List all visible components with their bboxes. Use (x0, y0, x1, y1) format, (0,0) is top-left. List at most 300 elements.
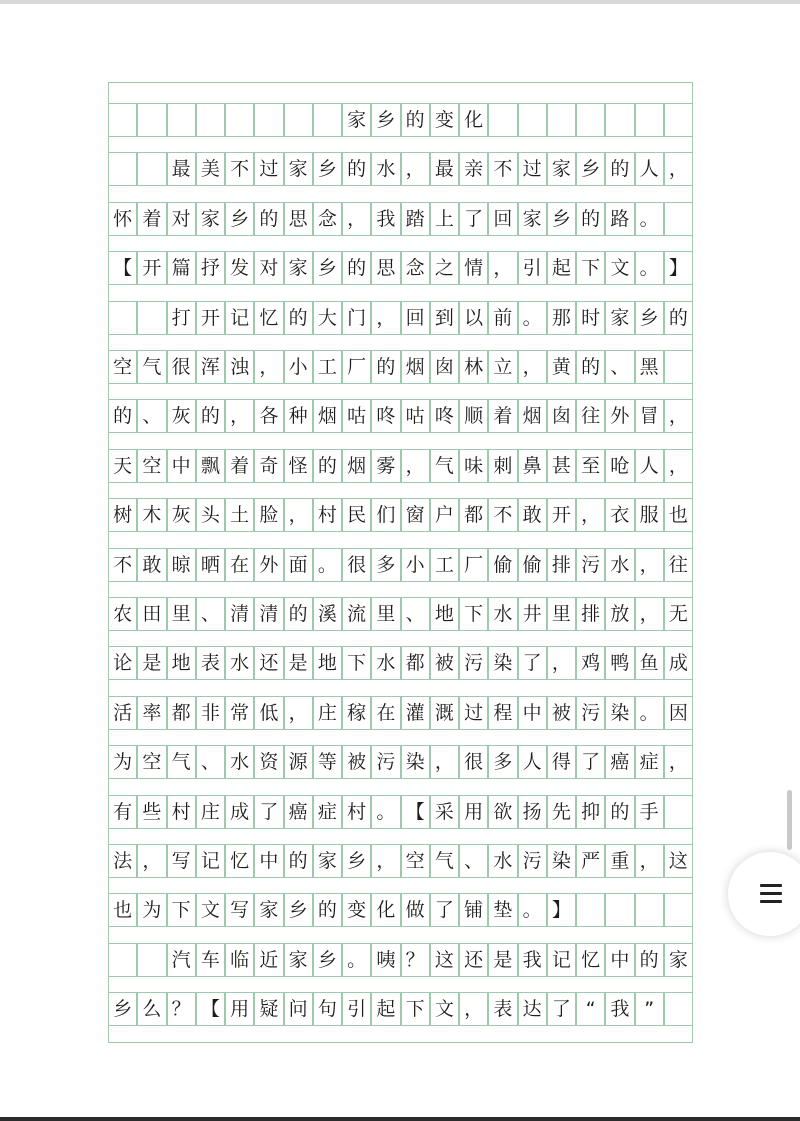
grid-cell (635, 893, 664, 927)
grid-cell: 】 (664, 251, 693, 285)
grid-cell: 疑 (254, 992, 283, 1026)
grid-cell: 不 (488, 498, 517, 532)
row-gap (108, 186, 693, 201)
grid-cell (313, 103, 342, 137)
grid-cell: 头 (196, 498, 225, 532)
grid-cell: 工 (430, 548, 459, 582)
grid-cell (664, 893, 693, 927)
grid-cell: 、 (196, 745, 225, 779)
grid-cell: 法 (108, 844, 137, 878)
grid-cell: 为 (137, 893, 166, 927)
grid-cell: 很 (342, 548, 371, 582)
grid-cell: 、 (137, 399, 166, 433)
grid-cell: 染 (605, 696, 634, 730)
grid-cell: 。 (518, 893, 547, 927)
grid-cell: 的 (284, 301, 313, 335)
grid-cell: 空 (137, 449, 166, 483)
grid-cell (664, 202, 693, 236)
grid-cell (664, 795, 693, 829)
grid-cell: 最 (167, 152, 196, 186)
grid-cell: 晾 (167, 548, 196, 582)
grid-cell: 成 (225, 795, 254, 829)
grid-cell (518, 103, 547, 137)
grid-cell: 过 (518, 152, 547, 186)
grid-cell: 气 (430, 449, 459, 483)
grid-cell: ， (635, 844, 664, 878)
grid-cell: 咚 (430, 399, 459, 433)
grid-cell: 临 (225, 943, 254, 977)
grid-cell: 下 (167, 893, 196, 927)
grid-cell: 多 (371, 548, 400, 582)
grid-cell (108, 301, 137, 335)
grid-cell: 用 (225, 992, 254, 1026)
text-row (108, 795, 693, 829)
grid-cell: 表 (196, 646, 225, 680)
grid-cell: 的 (371, 350, 400, 384)
grid-cell: 流 (342, 597, 371, 631)
grid-cell: 非 (196, 696, 225, 730)
grid-cell (196, 103, 225, 137)
grid-cell: ？ (401, 943, 430, 977)
grid-cell: 达 (518, 992, 547, 1026)
grid-cell (576, 103, 605, 137)
grid-cell: 因 (664, 696, 693, 730)
grid-cell: 气 (430, 844, 459, 878)
text-row (108, 597, 693, 631)
grid-cell: 的 (576, 202, 605, 236)
grid-cell: 记 (196, 844, 225, 878)
grid-cell: 清 (225, 597, 254, 631)
grid-cell: 村 (167, 795, 196, 829)
grid-cell: ， (664, 399, 693, 433)
row-gap (108, 137, 693, 152)
grid-cell: 不 (488, 152, 517, 186)
grid-cell: 浑 (196, 350, 225, 384)
grid-cell: 排 (547, 548, 576, 582)
grid-cell: 们 (371, 498, 400, 532)
grid-cell: 乡 (576, 152, 605, 186)
grid-cell: 溉 (430, 696, 459, 730)
grid-cell: 鼻 (518, 449, 547, 483)
grid-cell: 文 (605, 251, 634, 285)
grid-cell: 下 (576, 251, 605, 285)
grid-cell: 念 (401, 251, 430, 285)
row-gap (108, 977, 693, 992)
grid-cell: 了 (576, 745, 605, 779)
grid-cell: 大 (313, 301, 342, 335)
grid-cell: 各 (254, 399, 283, 433)
grid-cell: 咕 (342, 399, 371, 433)
grid-cell: 乡 (313, 943, 342, 977)
grid-cell: 的 (664, 301, 693, 335)
grid-cell: 车 (196, 943, 225, 977)
grid-cell (167, 103, 196, 137)
grid-cell: 乡 (635, 301, 664, 335)
text-row (108, 745, 693, 779)
grid-cell: 污 (371, 745, 400, 779)
grid-cell: 些 (137, 795, 166, 829)
grid-cell: 晒 (196, 548, 225, 582)
grid-cell: 篇 (167, 251, 196, 285)
grid-cell: 家 (547, 152, 576, 186)
grid-cell: ， (635, 548, 664, 582)
grid-cell: 家 (254, 893, 283, 927)
grid-cell: 下 (401, 992, 430, 1026)
grid-cell: 奇 (254, 449, 283, 483)
grid-cell: 咕 (401, 399, 430, 433)
grid-cell: ， (430, 745, 459, 779)
grid-cell: 怀 (108, 202, 137, 236)
grid-cell: 过 (254, 152, 283, 186)
grid-cell: 偷 (518, 548, 547, 582)
grid-cell: 清 (254, 597, 283, 631)
grid-cell: 。 (371, 795, 400, 829)
floating-menu-button[interactable] (728, 852, 800, 936)
grid-cell: 、 (605, 350, 634, 384)
text-row (108, 893, 693, 927)
grid-cell (137, 943, 166, 977)
grid-cell: 厂 (459, 548, 488, 582)
grid-cell: 外 (254, 548, 283, 582)
grid-cell: 土 (225, 498, 254, 532)
grid-cell: 了 (459, 202, 488, 236)
grid-cell: 黑 (635, 350, 664, 384)
grid-cell: 癌 (284, 795, 313, 829)
grid-cell: 是 (137, 646, 166, 680)
grid-cell: 井 (518, 597, 547, 631)
grid-cell: 烟 (313, 399, 342, 433)
grid-cell: 里 (547, 597, 576, 631)
grid-cell: 都 (167, 696, 196, 730)
grid-cell: 往 (576, 399, 605, 433)
grid-cell: 外 (605, 399, 634, 433)
grid-cell: 水 (371, 646, 400, 680)
grid-cell: 家 (284, 943, 313, 977)
grid-cell: 成 (664, 646, 693, 680)
grid-cell: 很 (167, 350, 196, 384)
grid-cell (137, 301, 166, 335)
grid-cell: 脸 (254, 498, 283, 532)
grid-cell: 稼 (342, 696, 371, 730)
grid-cell: 不 (225, 152, 254, 186)
grid-cell: 树 (108, 498, 137, 532)
grid-cell: 立 (488, 350, 517, 384)
grid-cell: 癌 (605, 745, 634, 779)
grid-cell: 染 (547, 844, 576, 878)
grid-cell: 症 (313, 795, 342, 829)
row-gap (108, 878, 693, 893)
grid-cell (284, 103, 313, 137)
grid-cell: 的 (254, 202, 283, 236)
grid-cell: 着 (137, 202, 166, 236)
grid-cell (635, 103, 664, 137)
grid-cell: 化 (459, 103, 488, 137)
grid-cell: 的 (313, 893, 342, 927)
grid-cell: 浊 (225, 350, 254, 384)
grid-cell: 中 (167, 449, 196, 483)
grid-cell: 对 (254, 251, 283, 285)
grid-cell: 扬 (518, 795, 547, 829)
grid-cell: ” (635, 992, 664, 1026)
grid-cell: 至 (576, 449, 605, 483)
grid-cell: 】 (547, 893, 576, 927)
grid-cell: ， (664, 449, 693, 483)
grid-cell: 灰 (167, 498, 196, 532)
grid-cell (605, 893, 634, 927)
grid-cell: 忆 (576, 943, 605, 977)
grid-cell (664, 103, 693, 137)
grid-cell: 的 (108, 399, 137, 433)
grid-cell: 乡 (108, 992, 137, 1026)
grid-cell: 近 (254, 943, 283, 977)
grid-cell: 偷 (488, 548, 517, 582)
grid-cell: 发 (225, 251, 254, 285)
grid-cell: 的 (342, 152, 371, 186)
grid-cell: 敢 (518, 498, 547, 532)
grid-cell: 乡 (225, 202, 254, 236)
grid-cell: 思 (284, 202, 313, 236)
grid-cell: 。 (635, 696, 664, 730)
grid-cell: 等 (313, 745, 342, 779)
grid-cell: 往 (664, 548, 693, 582)
grid-cell: 打 (167, 301, 196, 335)
text-row (108, 350, 693, 384)
grid-cell: 小 (401, 548, 430, 582)
grid-cell: 的 (401, 103, 430, 137)
text-row (108, 548, 693, 582)
grid-cell: 严 (576, 844, 605, 878)
grid-cell: 开 (547, 498, 576, 532)
grid-cell: 抒 (196, 251, 225, 285)
grid-cell: 染 (488, 646, 517, 680)
grid-cell: 我 (371, 202, 400, 236)
grid-cell: 采 (430, 795, 459, 829)
grid-cell: 到 (430, 301, 459, 335)
grid-cell: 最 (430, 152, 459, 186)
grid-cell: 开 (137, 251, 166, 285)
grid-cell: 记 (225, 301, 254, 335)
row-gap (108, 285, 693, 300)
text-row (108, 301, 693, 335)
grid-cell: 小 (284, 350, 313, 384)
grid-cell: 染 (401, 745, 430, 779)
grid-cell (137, 103, 166, 137)
grid-cell: 庄 (196, 795, 225, 829)
scrollbar-thumb[interactable] (787, 790, 792, 850)
grid-cell: 、 (459, 844, 488, 878)
grid-cell: 水 (225, 646, 254, 680)
grid-cell: 家 (284, 152, 313, 186)
grid-cell: 之 (430, 251, 459, 285)
grid-cell: 家 (284, 251, 313, 285)
grid-cell: ， (137, 844, 166, 878)
grid-cell: 囱 (430, 350, 459, 384)
grid-cell: 地 (167, 646, 196, 680)
grid-cell: 家 (518, 202, 547, 236)
row-gap (108, 532, 693, 547)
grid-cell: 么 (137, 992, 166, 1026)
text-row (108, 696, 693, 730)
grid-cell: 鱼 (635, 646, 664, 680)
grid-cell: 【 (196, 992, 225, 1026)
grid-cell: 开 (196, 301, 225, 335)
row-gap (108, 829, 693, 844)
grid-cell: 的 (196, 399, 225, 433)
grid-cell: 家 (313, 844, 342, 878)
text-row (108, 202, 693, 236)
grid-cell: 门 (342, 301, 371, 335)
row-gap (108, 779, 693, 794)
grid-cell: 。 (313, 548, 342, 582)
grid-cell: 以 (459, 301, 488, 335)
grid-cell: 、 (196, 597, 225, 631)
grid-cell: 、 (401, 597, 430, 631)
grid-cell: 的 (284, 844, 313, 878)
grid-cell: 句 (313, 992, 342, 1026)
grid-cell: ， (254, 350, 283, 384)
grid-cell: ？ (167, 992, 196, 1026)
grid-cell: 为 (108, 745, 137, 779)
grid-cell: 时 (576, 301, 605, 335)
grid-cell: 忆 (254, 301, 283, 335)
grid-cell: 呛 (605, 449, 634, 483)
grid-cell: 还 (254, 646, 283, 680)
grid-cell: 这 (664, 844, 693, 878)
grid-cell: 了 (430, 893, 459, 927)
grid-cell: 田 (137, 597, 166, 631)
grid-cell: 家 (605, 301, 634, 335)
grid-cell: 的 (635, 943, 664, 977)
grid-cell: 资 (254, 745, 283, 779)
text-row (108, 449, 693, 483)
grid-cell: 鸡 (576, 646, 605, 680)
grid-cell: 在 (371, 696, 400, 730)
grid-cell: 也 (108, 893, 137, 927)
grid-cell: 被 (342, 745, 371, 779)
grid-cell: 活 (108, 696, 137, 730)
grid-cell: ， (284, 498, 313, 532)
grid-cell: ， (635, 597, 664, 631)
grid-cell: 文 (430, 992, 459, 1026)
grid-cell: 乡 (547, 202, 576, 236)
grid-cell: 上 (430, 202, 459, 236)
grid-cell: 污 (576, 548, 605, 582)
grid-cell: ， (284, 696, 313, 730)
grid-cell (108, 103, 137, 137)
grid-cell: 窗 (401, 498, 430, 532)
grid-cell: 先 (547, 795, 576, 829)
grid-cell: 囱 (547, 399, 576, 433)
grid-cell: ， (371, 301, 400, 335)
grid-cell: 中 (518, 696, 547, 730)
grid-cell: 水 (225, 745, 254, 779)
grid-cell: 很 (459, 745, 488, 779)
bottom-navigation-strip (0, 1117, 800, 1121)
grid-cell: 空 (108, 350, 137, 384)
grid-cell: 乡 (342, 844, 371, 878)
grid-cell: 工 (313, 350, 342, 384)
grid-cell: 是 (488, 943, 517, 977)
grid-cell: 写 (225, 893, 254, 927)
grid-cell: 家 (196, 202, 225, 236)
grid-cell: 。 (518, 301, 547, 335)
grid-cell (488, 103, 517, 137)
grid-cell: 户 (430, 498, 459, 532)
text-row (108, 498, 693, 532)
grid-cell: 鸭 (605, 646, 634, 680)
row-gap (108, 483, 693, 498)
grid-cell: 水 (488, 597, 517, 631)
grid-cell: 衣 (605, 498, 634, 532)
grid-cell: 庄 (313, 696, 342, 730)
grid-cell (576, 893, 605, 927)
row-gap (108, 730, 693, 745)
grid-cell: 气 (167, 745, 196, 779)
grid-cell (605, 103, 634, 137)
grid-cell: 乡 (284, 893, 313, 927)
grid-cell: 低 (254, 696, 283, 730)
grid-cell: 的 (605, 795, 634, 829)
grid-cell: 【 (108, 251, 137, 285)
grid-cell: 中 (605, 943, 634, 977)
row-gap (108, 433, 693, 448)
row-gap (108, 384, 693, 399)
grid-cell: 问 (284, 992, 313, 1026)
grid-cell: 水 (488, 844, 517, 878)
grid-cell (108, 152, 137, 186)
grid-cell: 乡 (371, 103, 400, 137)
grid-cell: 前 (488, 301, 517, 335)
grid-cell: 雾 (371, 449, 400, 483)
grid-cell: ， (664, 152, 693, 186)
grid-cell: 也 (664, 498, 693, 532)
grid-cell: ， (342, 202, 371, 236)
grid-cell: 有 (108, 795, 137, 829)
grid-cell: 念 (313, 202, 342, 236)
grid-cell: 情 (459, 251, 488, 285)
grid-cell: 变 (430, 103, 459, 137)
text-row (108, 152, 693, 186)
row-gap (108, 680, 693, 695)
grid-cell: 被 (547, 696, 576, 730)
grid-cell: 是 (284, 646, 313, 680)
grid-cell: 得 (547, 745, 576, 779)
grid-cell: 还 (459, 943, 488, 977)
grid-cell: ， (518, 350, 547, 384)
grid-cell: 起 (371, 992, 400, 1026)
grid-cell: 刺 (488, 449, 517, 483)
row-gap (108, 335, 693, 350)
grid-cell: 天 (108, 449, 137, 483)
grid-cell: 那 (547, 301, 576, 335)
grid-cell: 黄 (547, 350, 576, 384)
grid-cell: 农 (108, 597, 137, 631)
grid-cell: 论 (108, 646, 137, 680)
grid-cell: 起 (547, 251, 576, 285)
grid-cell: 。 (635, 251, 664, 285)
grid-cell: 都 (459, 498, 488, 532)
grid-cell: 无 (664, 597, 693, 631)
grid-cell: 踏 (401, 202, 430, 236)
grid-cell: 垫 (488, 893, 517, 927)
grid-cell: 文 (196, 893, 225, 927)
grid-cell: 排 (576, 597, 605, 631)
grid-cell: 的 (284, 597, 313, 631)
grid-cell: 引 (342, 992, 371, 1026)
grid-cell: 下 (459, 597, 488, 631)
grid-cell (664, 350, 693, 384)
grid-cell: 抑 (576, 795, 605, 829)
